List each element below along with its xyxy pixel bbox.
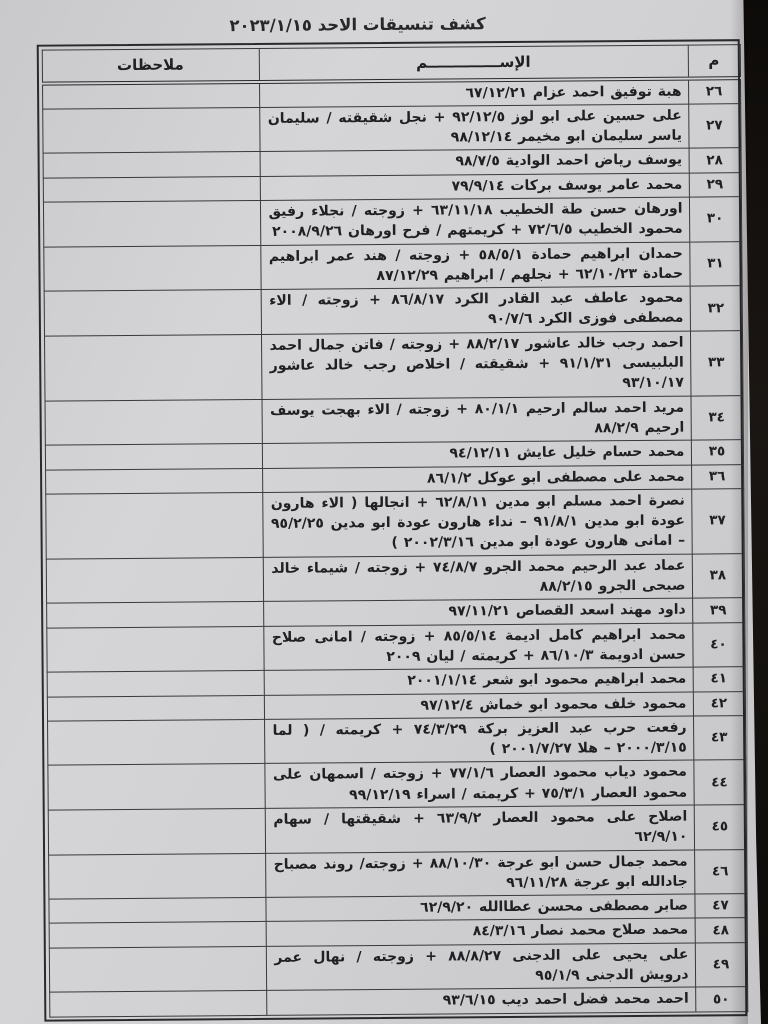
row-number: ٤١ <box>693 667 745 692</box>
row-number: ٣٩ <box>692 598 744 623</box>
row-name: محمد ابراهيم كامل اديمة ٨٥/٥/١٤ + زوجته / امانى صلاح حسن ادويمة ٨٦/١٠/٣ + كريمته / ليان ٢٠٠٩ <box>263 623 692 671</box>
row-name: محمود خلف محمود ابو خماش ٩٧/١٢/٤ <box>264 692 693 720</box>
table-row <box>47 715 745 765</box>
table-rows <box>42 78 747 1017</box>
table-row <box>43 241 741 291</box>
row-number: ٣٧ <box>691 489 744 554</box>
table-row <box>49 942 747 992</box>
row-number: ٣٢ <box>690 286 742 331</box>
row-number: ٤٦ <box>694 849 746 894</box>
row-number: ٣٠ <box>689 197 741 242</box>
row-notes <box>45 492 263 559</box>
table-row <box>44 330 742 400</box>
row-name: محمد حسام خليل عايش ٩٤/١٢/١١ <box>262 440 691 468</box>
table-row <box>46 553 744 603</box>
row-name: اورهان حسن طة الخطيب ٦٣/١١/١٨ + زوجته / نجلاء رفيق محمود الخطيب ٧٢/٦/٥ + كريمتهم / فرح اورهان ٢٠٠٨/٩/٢٦ <box>260 197 689 245</box>
row-name: احمد رجب خالد عاشور ٨٨/٢/١٧ + زوجته / فاتن جمال احمد البلبيسى ٩١/١/٣١ + شقيقته / اخلاص رجب خالد عاشور ٩٣/١٠/١٧ <box>261 331 690 399</box>
row-name: محمود عاطف عبد القادر الكرد ٨٦/٨/١٧ + زوجته / الاء مصطفى فوزى الكرد ٩٠/٧/٦ <box>261 286 690 334</box>
row-name: على حسين على ابو لوز ٩٢/١٢/٥ + نجل شقيقته / سليمان ياسر سليمان ابو مخيمر ٩٨/١٢/١٤ <box>259 104 688 152</box>
page-title: كشف تنسيقات الاحد ٢٠٢٣/١/١٥ <box>229 14 486 36</box>
row-number: ٣٦ <box>691 464 743 489</box>
row-notes <box>43 200 260 246</box>
row-notes <box>49 991 266 1017</box>
row-notes <box>48 898 265 924</box>
row-notes <box>47 695 264 721</box>
row-name: هبة توفيق احمد عزام ٦٧/١٢/٢١ <box>259 78 688 107</box>
row-name: محمود دياب محمود العصار ٧٧/١/٦ + زوجته / اسمهان على محمود العصار ٧٥/٣/١ + كريمته / اسراء ٩٩/١٢/١٩ <box>264 760 693 808</box>
table-outer-border <box>37 39 748 1022</box>
row-notes <box>45 444 262 470</box>
table-row <box>45 489 743 559</box>
row-name: محمد جمال حسن ابو عرجة ٨٨/١٠/٣٠ + زوجته/ روند مصباح جادالله ابو عرجة ٩٦/١١/٢٨ <box>265 850 694 898</box>
coordination-table <box>41 44 748 1018</box>
row-name: احمد محمد فضل احمد ديب ٩٣/٦/١٥ <box>266 987 695 1015</box>
table-row <box>49 987 747 1017</box>
row-notes <box>46 626 263 672</box>
row-notes <box>43 152 260 178</box>
row-name: صابر مصطفى محسن عطاالله ٦٢/٩/٢٠ <box>265 894 694 922</box>
row-number: ٢٨ <box>689 148 741 173</box>
row-number: ٣١ <box>689 241 741 286</box>
row-notes <box>47 719 264 765</box>
row-number: ٤٢ <box>693 691 745 716</box>
table-row <box>42 103 740 153</box>
table-row <box>48 805 746 855</box>
row-number: ٣٤ <box>690 395 742 440</box>
table-row <box>43 197 741 247</box>
header-name: الإســــــــــــــم <box>259 45 688 82</box>
row-name: اصلاح على محمود العصار ٦٣/٩/٢ + شقيقتها / سهام ٦٢/٩/١٠ <box>265 805 694 853</box>
row-name: محمد ابراهيم محمود ابو شعر ٢٠٠١/١/١٤ <box>264 667 693 695</box>
table-header-row <box>42 44 740 83</box>
row-name: مريد احمد سالم ارحيم ٨٠/١/١ + زوجته / الاء بهجت يوسف ارحيم ٨٨/٢/٩ <box>262 396 691 444</box>
row-number: ٥٠ <box>695 987 747 1012</box>
row-number: ٣٨ <box>692 553 744 598</box>
row-notes <box>49 946 266 992</box>
row-number: ٢٧ <box>688 103 740 148</box>
row-notes <box>43 245 260 291</box>
row-name: على يحيى على الدجنى ٨٨/٨/٢٧ + زوجته / نهال عمر درويش الدجنى ٩٥/١/٩ <box>266 943 695 991</box>
row-notes <box>49 922 266 948</box>
header-notes: ملاحظات <box>42 48 259 83</box>
table-row <box>47 760 745 810</box>
row-notes <box>46 557 263 603</box>
row-number: ٤٨ <box>695 918 747 943</box>
row-notes <box>45 468 262 494</box>
row-notes <box>42 81 259 109</box>
row-name: عماد عبد الرحيم محمد الجرو ٧٤/٨/٧ + زوجته / شيماء خالد صبحى الجرو ٨٨/٢/١٥ <box>263 554 692 602</box>
row-notes <box>48 853 265 899</box>
row-notes <box>45 399 262 445</box>
photo-dark-edge <box>741 0 768 1024</box>
row-name: محمد صلاح محمد نصار ٨٤/٣/١٦ <box>266 919 695 947</box>
row-number: ٢٦ <box>688 78 740 104</box>
row-notes <box>44 290 261 336</box>
row-number: ٤٧ <box>694 894 746 919</box>
row-number: ٤٠ <box>692 622 744 667</box>
row-notes <box>48 808 265 854</box>
row-notes <box>44 334 262 401</box>
table-row <box>46 622 744 672</box>
row-notes <box>47 764 264 810</box>
row-name: داود مهند اسعد القصاص ٩٧/١١/٢١ <box>263 598 692 626</box>
table-row <box>45 395 743 445</box>
row-name: محمد عامر يوسف بركات ٧٩/٩/١٤ <box>260 173 689 201</box>
row-notes <box>43 176 260 202</box>
row-number: ٣٣ <box>690 330 743 395</box>
row-name: حمدان ابراهيم حمادة ٥٨/٥/١ + زوجته / هند عمر ابراهيم حمادة ٦٢/١٠/٢٣ + نجلهم / ابراهيم ٨٧/١٢/٢٩ <box>260 242 689 290</box>
row-number: ٢٩ <box>689 172 741 197</box>
row-name: محمد على مصطفى ابو عوكل ٨٦/١/٢ <box>262 465 691 493</box>
row-number: ٤٤ <box>693 760 745 805</box>
row-notes <box>46 602 263 628</box>
row-name: نصرة احمد مسلم ابو مدين ٦٢/٨/١١ + انجالها ( الاء هارون عودة ابو مدين ٩١/٨/١ – نداء هارون عودة ابو مدين ٩٥/٢/٢٥ – امانى هارون عودة ابو مدين ٢٠٠٢/٣/١٦ ) <box>262 489 691 557</box>
row-notes <box>42 107 259 153</box>
row-number: ٣٥ <box>691 440 743 465</box>
row-number: ٤٥ <box>694 805 746 850</box>
row-name: رفعت حرب عبد العزيز بركة ٧٤/٣/٢٩ + كريمته / ( لما ٢٠٠٠/٣/١٥ – هلا ٢٠٠١/٧/٢٧ ) <box>264 716 693 764</box>
row-number: ٤٣ <box>693 715 745 760</box>
header-number: م <box>688 44 740 78</box>
table-row <box>44 286 742 336</box>
row-notes <box>47 671 264 697</box>
row-name: يوسف رياض احمد الوادية ٩٨/٧/٥ <box>260 148 689 176</box>
table-row <box>48 849 746 899</box>
row-number: ٤٩ <box>695 942 747 987</box>
